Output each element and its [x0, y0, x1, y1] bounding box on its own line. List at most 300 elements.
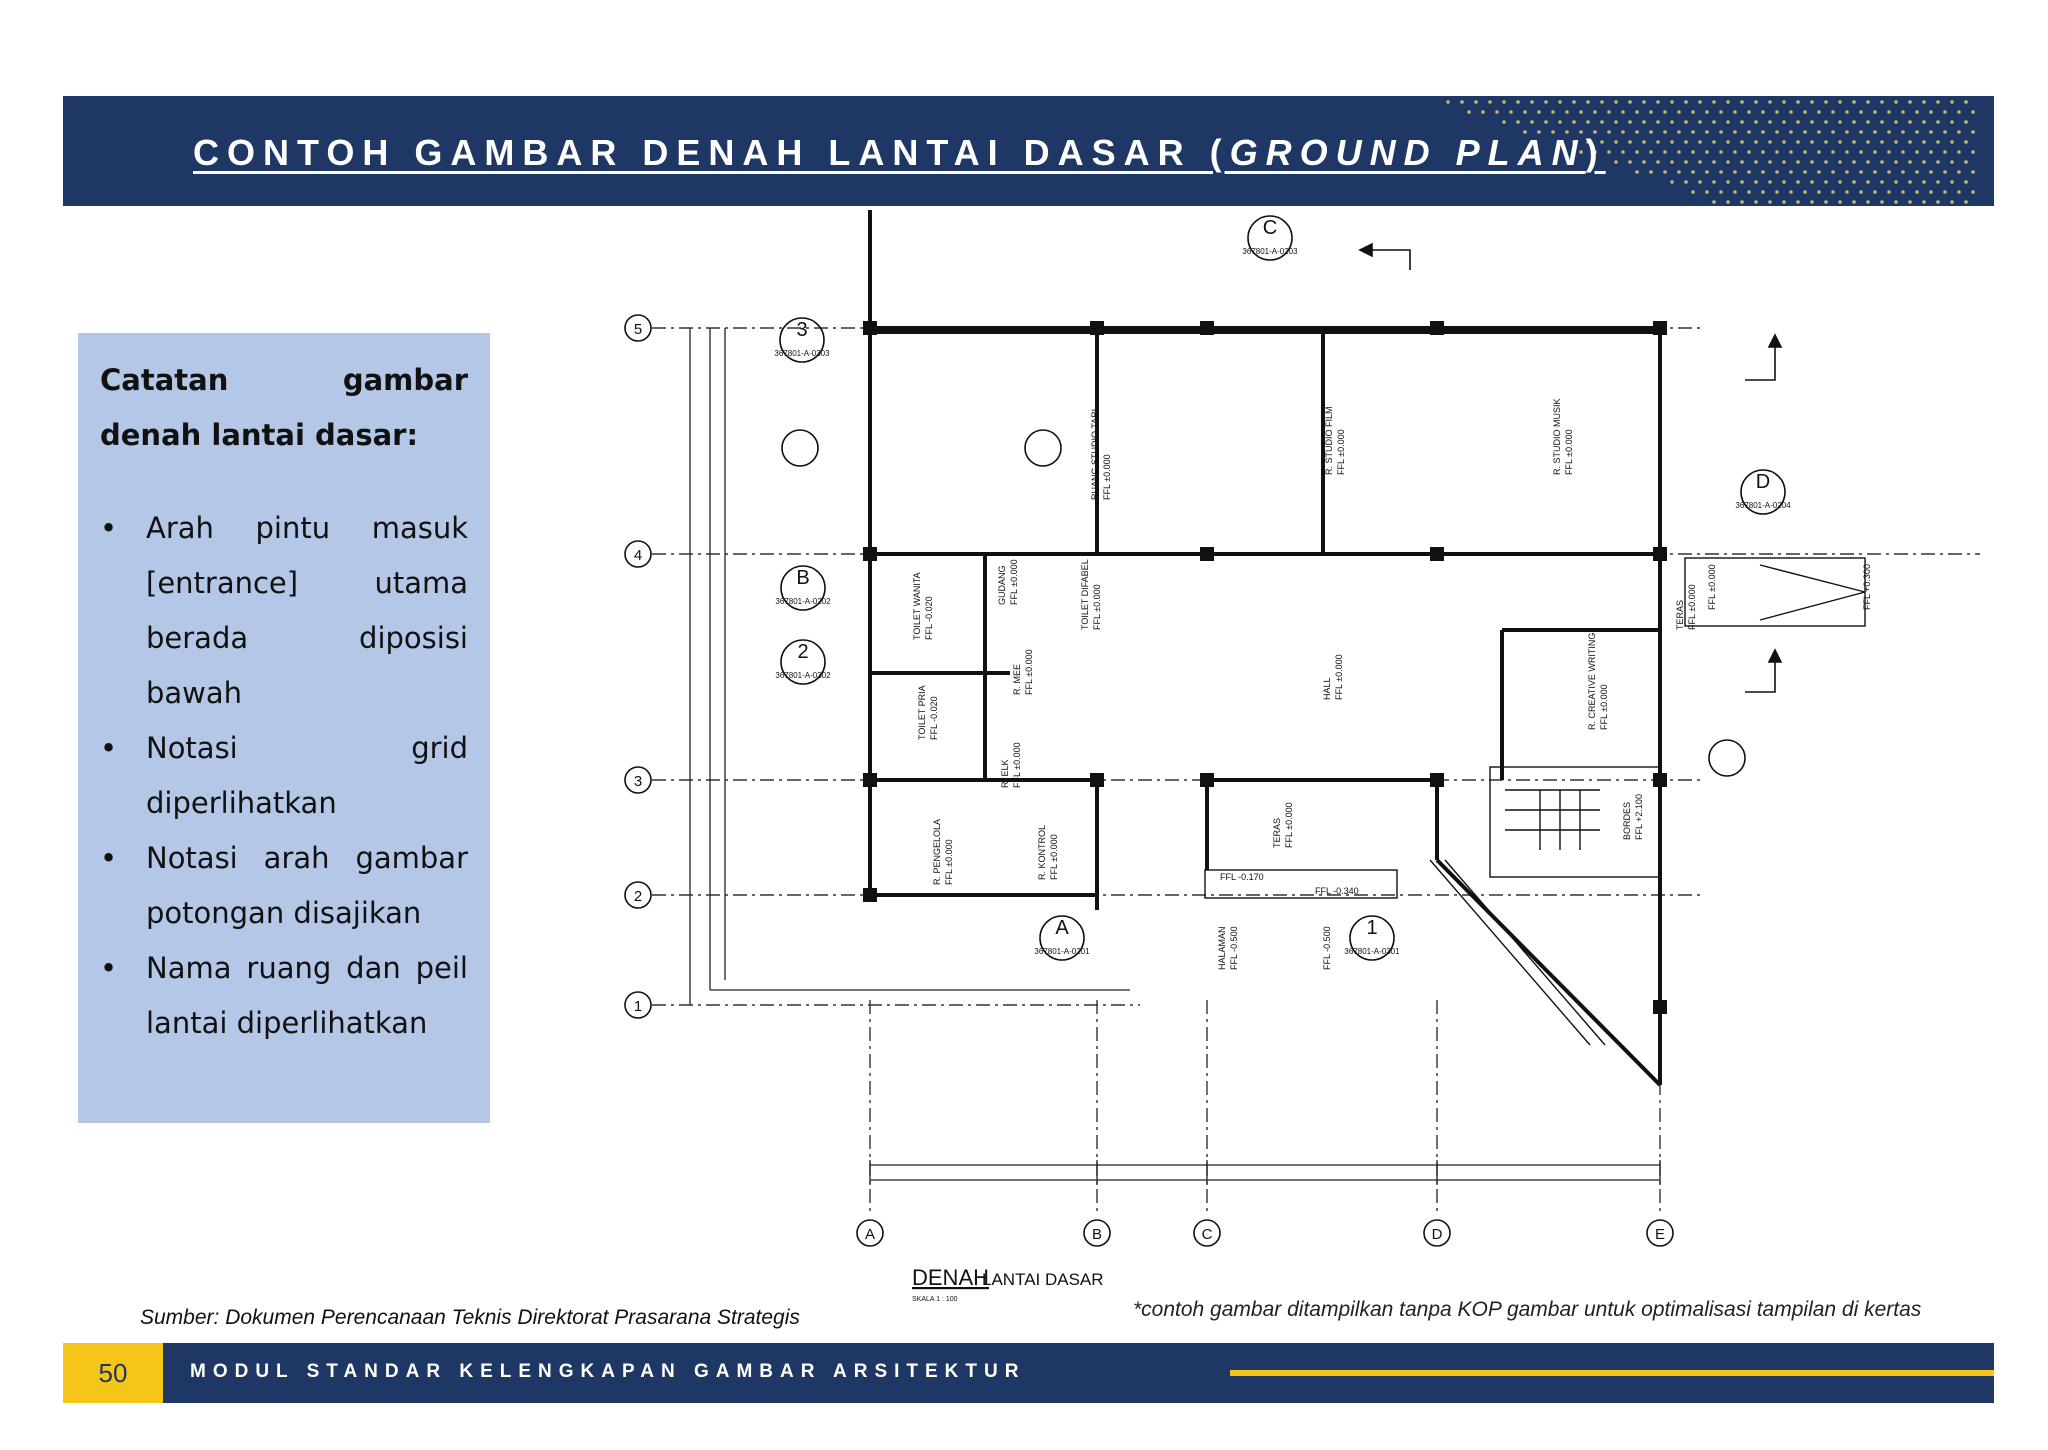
decorative-dot [1726, 200, 1730, 204]
decorative-dot [1691, 150, 1695, 154]
decorative-dot [1936, 200, 1940, 204]
grid-label-col: A [864, 1226, 876, 1243]
decorative-dot [1740, 200, 1744, 204]
decorative-dot [1922, 160, 1926, 164]
decorative-dot [1838, 120, 1842, 124]
decorative-dot [1929, 110, 1933, 114]
level-label: FFL +0.300 [1862, 564, 1872, 610]
decorative-dot [1789, 130, 1793, 134]
decorative-dot [1621, 150, 1625, 154]
decorative-dot [1705, 130, 1709, 134]
room-level: FFL ±0.000 [1599, 684, 1609, 730]
grid-bubbles-rows [625, 315, 651, 1018]
decorative-dot [1747, 130, 1751, 134]
decorative-dot [1579, 110, 1583, 114]
decorative-dot [1908, 180, 1912, 184]
footer-title: MODUL STANDAR KELENGKAPAN GAMBAR ARSITEKTUR [190, 1361, 1026, 1382]
room-name: R. KONTROL [1037, 824, 1047, 880]
decorative-dot [1957, 170, 1961, 174]
decorative-dot [1929, 150, 1933, 154]
decorative-dot [1768, 180, 1772, 184]
section-mark-ref: 367801-A-0202 [775, 597, 831, 606]
grid-label-row: 5 [633, 321, 643, 338]
page-number: 50 [63, 1343, 163, 1403]
decorative-dot [1824, 160, 1828, 164]
decorative-dot [1964, 180, 1968, 184]
bullet-icon: • [100, 511, 118, 545]
decorative-dot [1726, 120, 1730, 124]
decorative-dot [1705, 190, 1709, 194]
notes-item-text: Notasi grid diperlihatkan [146, 731, 468, 820]
decorative-dot [1908, 200, 1912, 204]
decorative-dot [1915, 110, 1919, 114]
decorative-dot [1782, 200, 1786, 204]
grid-label-col: E [1654, 1226, 1666, 1243]
decorative-dot [1614, 160, 1618, 164]
decorative-dot [1873, 190, 1877, 194]
decorative-dot [1845, 190, 1849, 194]
decorative-dot [1887, 150, 1891, 154]
decorative-dot [1817, 190, 1821, 194]
decorative-dot [1446, 100, 1450, 104]
decorative-dot [1824, 140, 1828, 144]
decorative-dot [1670, 120, 1674, 124]
decorative-dot [1698, 160, 1702, 164]
decorative-dot [1754, 160, 1758, 164]
room-name: HALL [1322, 677, 1332, 700]
decorative-dot [1656, 140, 1660, 144]
decorative-dot [1684, 100, 1688, 104]
decorative-dot [1782, 180, 1786, 184]
level-label: FFL -0.500 [1229, 926, 1239, 970]
decorative-dot [1761, 170, 1765, 174]
decorative-dot [1733, 130, 1737, 134]
decorative-dot [1852, 180, 1856, 184]
plan-title [912, 1265, 1104, 1303]
decorative-dot [1803, 130, 1807, 134]
decorative-dot [1740, 160, 1744, 164]
decorative-dot [1817, 150, 1821, 154]
decorative-dot [1838, 140, 1842, 144]
decorative-dot [1635, 130, 1639, 134]
decorative-dot [1922, 120, 1926, 124]
decorative-dot [1551, 110, 1555, 114]
decorative-dot [1649, 170, 1653, 174]
bullet-icon: • [100, 731, 118, 765]
decorative-dot [1726, 140, 1730, 144]
decorative-dot [1530, 120, 1534, 124]
decorative-dot [1852, 200, 1856, 204]
room-level: FFL ±0.000 [1336, 429, 1346, 475]
decorative-dot [1460, 100, 1464, 104]
decorative-dot [1677, 150, 1681, 154]
decorative-dot [1600, 100, 1604, 104]
decorative-dot [1852, 160, 1856, 164]
decorative-dot [1607, 110, 1611, 114]
decorative-dot [1509, 110, 1513, 114]
decorative-dot [1810, 160, 1814, 164]
room-name: BORDES [1622, 801, 1632, 840]
section-mark-number: C [1262, 217, 1278, 239]
section-mark-ref: 367801-A-0301 [1344, 947, 1400, 956]
decorative-dot [1684, 160, 1688, 164]
decorative-dot [1887, 130, 1891, 134]
decorative-dot [1915, 190, 1919, 194]
page-title-prefix: CONTOH GAMBAR DENAH LANTAI DASAR ( [193, 132, 1230, 173]
dimension-lines-bottom [870, 1160, 1660, 1185]
decorative-dot [1663, 130, 1667, 134]
decorative-dot [1943, 150, 1947, 154]
decorative-dot [1971, 150, 1975, 154]
decorative-dot [1824, 120, 1828, 124]
decorative-dot [1831, 110, 1835, 114]
decorative-dot [1747, 190, 1751, 194]
decorative-dot [1474, 100, 1478, 104]
bullet-icon: • [100, 841, 118, 875]
decorative-dot [1803, 190, 1807, 194]
decorative-dot [1572, 100, 1576, 104]
room-level: FFL +2.100 [1634, 794, 1644, 840]
decorative-dot [1824, 180, 1828, 184]
notes-item-text: Nama ruang dan peil lantai diperlihatkan [146, 951, 468, 1040]
decorative-dot [1698, 140, 1702, 144]
decorative-dot [1803, 170, 1807, 174]
decorative-dot [1859, 150, 1863, 154]
room-name: R. PENGELOLA [932, 818, 942, 885]
decorative-dot [1502, 100, 1506, 104]
decorative-dot [1698, 100, 1702, 104]
decorative-dot [1663, 110, 1667, 114]
decorative-dot [1915, 130, 1919, 134]
decorative-dot [1691, 110, 1695, 114]
footer-accent-line [1230, 1370, 1994, 1376]
decorative-dot [1754, 200, 1758, 204]
decorative-dot [1810, 180, 1814, 184]
page-title [193, 132, 1606, 174]
decorative-dot [1817, 110, 1821, 114]
decorative-dot [1726, 100, 1730, 104]
decorative-dot [1880, 120, 1884, 124]
decorative-dot [1712, 200, 1716, 204]
decorative-dot [1782, 100, 1786, 104]
decorative-dot [1901, 130, 1905, 134]
decorative-dot [1635, 150, 1639, 154]
decorative-dot [1936, 100, 1940, 104]
decorative-dot [1803, 150, 1807, 154]
decorative-dot [1719, 130, 1723, 134]
decorative-dot [1894, 180, 1898, 184]
decorative-dot [1740, 180, 1744, 184]
decorative-dot [1957, 110, 1961, 114]
decorative-dot [1768, 120, 1772, 124]
decorative-dot [1628, 100, 1632, 104]
room-level: FFL ±0.000 [944, 839, 954, 885]
decorative-dot [1467, 110, 1471, 114]
decorative-dot [1754, 100, 1758, 104]
notes-item [100, 831, 468, 941]
decorative-dot [1859, 110, 1863, 114]
level-label: FFL ±0.000 [1707, 564, 1717, 610]
decorative-dot [1880, 140, 1884, 144]
decorative-dot [1789, 190, 1793, 194]
decorative-dot [1957, 130, 1961, 134]
decorative-dot [1824, 200, 1828, 204]
decorative-dot [1621, 110, 1625, 114]
decorative-dot [1740, 100, 1744, 104]
decorative-dot [1964, 120, 1968, 124]
decorative-dot [1908, 100, 1912, 104]
notes-item [100, 941, 468, 1051]
decorative-dot [1775, 130, 1779, 134]
decorative-dot [1614, 120, 1618, 124]
decorative-dot [1880, 200, 1884, 204]
decorative-dot [1635, 170, 1639, 174]
decorative-dot [1866, 180, 1870, 184]
section-mark-ref: 367801-A-0303 [774, 349, 830, 358]
decorative-dot [1873, 130, 1877, 134]
decorative-dot [1845, 130, 1849, 134]
section-mark-ref: 367801-A-0203 [1242, 247, 1298, 256]
decorative-dot [1614, 140, 1618, 144]
decorative-dot [1796, 100, 1800, 104]
grid-lines [652, 328, 1980, 1215]
decorative-dot [1719, 110, 1723, 114]
decorative-dot [1719, 190, 1723, 194]
room-labels [912, 398, 1697, 885]
decorative-dot [1565, 110, 1569, 114]
halaman-label: HALAMAN [1217, 926, 1227, 970]
source-note: Sumber: Dokumen Perencanaan Teknis Direktorat Prasarana Strategis [140, 1306, 800, 1329]
decorative-dot [1726, 180, 1730, 184]
decorative-dot [1866, 160, 1870, 164]
room-name: RUANG STUDIO TARI [1090, 408, 1100, 500]
decorative-dot [1894, 200, 1898, 204]
decorative-dot [1971, 190, 1975, 194]
decorative-dot [1929, 170, 1933, 174]
decorative-dot [1859, 130, 1863, 134]
decorative-dot [1838, 180, 1842, 184]
decorative-dot [1859, 190, 1863, 194]
decorative-dot [1712, 140, 1716, 144]
decorative-dot [1677, 130, 1681, 134]
decorative-dot [1705, 150, 1709, 154]
decorative-dot [1642, 160, 1646, 164]
page-title-italic: GROUND PLAN [1229, 132, 1586, 173]
room-name: TOILET DIFABEL [1080, 559, 1090, 630]
grid-label-row: 1 [633, 998, 643, 1015]
notes-item [100, 501, 468, 721]
decorative-dot [1754, 120, 1758, 124]
decorative-dot [1971, 130, 1975, 134]
decorative-dot [1901, 110, 1905, 114]
decorative-dot [1831, 170, 1835, 174]
plan-scale: SKALA 1 : 100 [912, 1296, 958, 1303]
decorative-dot [1838, 160, 1842, 164]
decorative-dot [1845, 170, 1849, 174]
decorative-dot [1586, 100, 1590, 104]
decorative-dot [1936, 180, 1940, 184]
decorative-dot [1656, 120, 1660, 124]
decorative-dot [1649, 150, 1653, 154]
decorative-dot [1712, 120, 1716, 124]
grid-label-row: 2 [633, 888, 643, 905]
decorative-dot [1607, 150, 1611, 154]
decorative-dot [1789, 170, 1793, 174]
decorative-dot [1845, 110, 1849, 114]
decorative-dot [1915, 150, 1919, 154]
decorative-dot [1936, 140, 1940, 144]
level-label: FFL -0.340 [1315, 886, 1359, 896]
decorative-dot [1768, 160, 1772, 164]
decorative-dot [1782, 120, 1786, 124]
building-walls [870, 210, 1660, 1085]
decorative-dot [1964, 100, 1968, 104]
room-name: GUDANG [997, 565, 1007, 605]
decorative-dot [1796, 160, 1800, 164]
notes-list [100, 501, 468, 1051]
decorative-dot [1831, 130, 1835, 134]
decorative-dot [1586, 120, 1590, 124]
level-label: FFL -0.500 [1322, 926, 1332, 970]
notes-item [100, 721, 468, 831]
decorative-dot [1726, 160, 1730, 164]
decorative-dot [1901, 190, 1905, 194]
decorative-dot [1635, 110, 1639, 114]
decorative-dot [1831, 190, 1835, 194]
decorative-dot [1838, 200, 1842, 204]
room-level: FFL ±0.000 [1687, 584, 1697, 630]
decorative-dot [1887, 110, 1891, 114]
decorative-dot [1873, 150, 1877, 154]
decorative-dot [1495, 110, 1499, 114]
decorative-dot [1544, 100, 1548, 104]
decorative-dot [1642, 100, 1646, 104]
decorative-dot [1810, 120, 1814, 124]
decorative-dot [1810, 140, 1814, 144]
notes-item-text: Notasi arah gambar potongan disajikan [146, 841, 468, 930]
decorative-dot [1789, 110, 1793, 114]
section-mark-number: A [1055, 917, 1069, 939]
decorative-dot [1768, 200, 1772, 204]
decorative-dot [1733, 150, 1737, 154]
section-mark-number: 3 [796, 319, 808, 341]
decorative-dot [1558, 120, 1562, 124]
decorative-dot [1803, 110, 1807, 114]
room-name: TOILET WANITA [912, 572, 922, 640]
decorative-dot [1922, 100, 1926, 104]
room-name: R. ELK [1000, 759, 1010, 788]
decorative-dot [1558, 100, 1562, 104]
decorative-dot [1593, 110, 1597, 114]
decorative-dot [1628, 140, 1632, 144]
decorative-dot [1950, 100, 1954, 104]
grid-label-col: C [1201, 1226, 1213, 1243]
room-name: R. STUDIO MUSIK [1552, 398, 1562, 475]
decorative-dot [1656, 160, 1660, 164]
decorative-dot [1796, 180, 1800, 184]
section-mark-ref: 367801-A-0302 [775, 671, 831, 680]
decorative-dot [1649, 130, 1653, 134]
section-mark-number: B [796, 567, 810, 589]
decorative-dot [1705, 170, 1709, 174]
room-name: TOILET PRIA [917, 685, 927, 740]
decorative-dot [1621, 130, 1625, 134]
decorative-dot [1852, 100, 1856, 104]
grid-label-col: B [1091, 1226, 1103, 1243]
decorative-dot [1957, 190, 1961, 194]
section-mark-number: 1 [1366, 917, 1378, 939]
decorative-dot [1922, 180, 1926, 184]
decorative-dot [1943, 190, 1947, 194]
decorative-dot [1943, 130, 1947, 134]
decorative-dot [1894, 140, 1898, 144]
decorative-dot [1747, 150, 1751, 154]
decorative-dot [1607, 130, 1611, 134]
room-level: FFL -0.020 [924, 596, 934, 640]
grid-label-row: 3 [633, 773, 643, 790]
decorative-dot [1866, 120, 1870, 124]
decorative-dot [1642, 120, 1646, 124]
room-level: FFL ±0.000 [1092, 584, 1102, 630]
decorative-dot [1782, 140, 1786, 144]
room-level: FFL ±0.000 [1102, 454, 1112, 500]
decorative-dot [1796, 120, 1800, 124]
decorative-dot [1782, 160, 1786, 164]
decorative-dot [1733, 110, 1737, 114]
decorative-dot [1628, 160, 1632, 164]
decorative-dot [1642, 140, 1646, 144]
section-mark-ref: 367801-A-0201 [1034, 947, 1090, 956]
decorative-dot [1684, 140, 1688, 144]
decorative-dot [1600, 120, 1604, 124]
decorative-dot [1663, 170, 1667, 174]
plan-title-main: DENAH [912, 1265, 990, 1290]
level-label: FFL -0.170 [1220, 872, 1264, 882]
decorative-dot [1656, 100, 1660, 104]
decorative-dot [1950, 160, 1954, 164]
grid-labels [634, 321, 1665, 1243]
decorative-dot [1971, 170, 1975, 174]
decorative-dot [1894, 120, 1898, 124]
decorative-dot [1670, 140, 1674, 144]
decorative-dot [1810, 100, 1814, 104]
decorative-dot [1845, 150, 1849, 154]
decorative-dot [1754, 180, 1758, 184]
decorative-dot [1733, 170, 1737, 174]
decorative-dot [1964, 200, 1968, 204]
decorative-dot [1887, 170, 1891, 174]
decorative-dot [1747, 170, 1751, 174]
decorative-dot [1712, 180, 1716, 184]
decorative-dot [1670, 180, 1674, 184]
decorative-dot [1537, 110, 1541, 114]
decorative-dot [1691, 190, 1695, 194]
decorative-dot [1817, 130, 1821, 134]
decorative-dot [1775, 110, 1779, 114]
decorative-dot [1481, 110, 1485, 114]
decorative-dot [1873, 110, 1877, 114]
grid-label-row: 4 [633, 547, 643, 564]
decorative-dot [1796, 140, 1800, 144]
decorative-dot [1964, 140, 1968, 144]
decorative-dot [1873, 170, 1877, 174]
room-name: TERAS [1675, 599, 1685, 630]
decorative-dot [1544, 120, 1548, 124]
decorative-dot [1761, 130, 1765, 134]
decorative-dot [1908, 140, 1912, 144]
decorative-dot [1936, 160, 1940, 164]
decorative-dot [1761, 150, 1765, 154]
